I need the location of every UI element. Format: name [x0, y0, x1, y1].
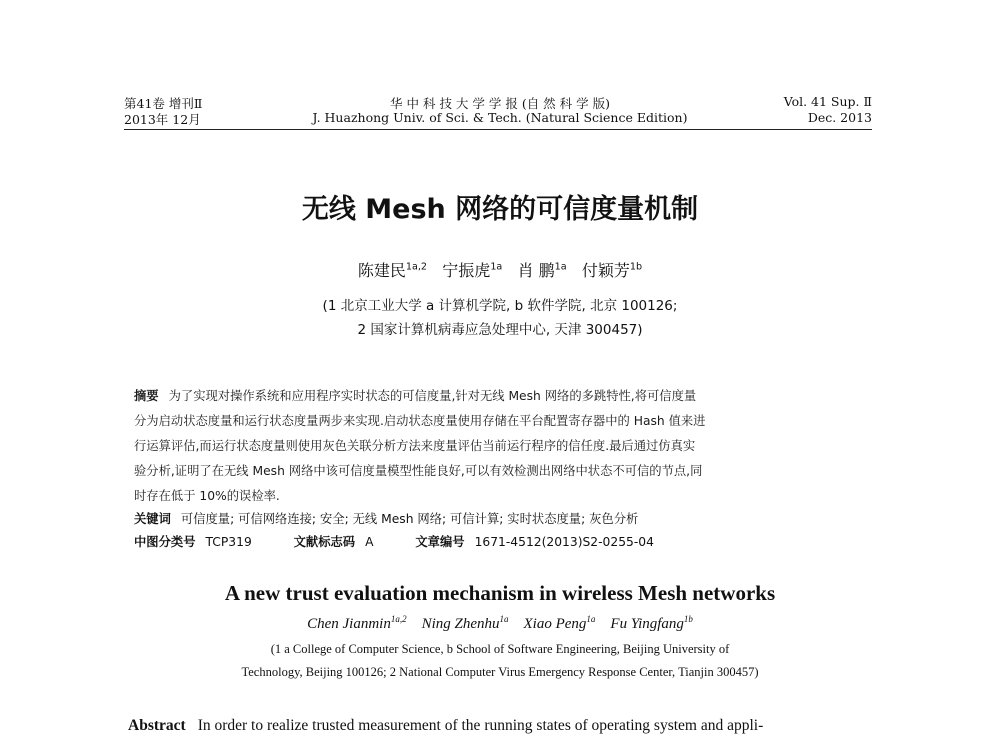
author-affiliation-mark: 1a [490, 261, 503, 273]
author-affiliation-mark: 1b [683, 614, 693, 624]
abstract-line-cn: 时存在低于 10%的误检率. [134, 489, 280, 503]
author-name: 付颖芳 [581, 261, 630, 280]
author-name: 宁振虎 [442, 261, 491, 280]
author-affiliation-mark: 1a [499, 614, 509, 624]
abstract-label-cn: 摘要 [134, 389, 159, 403]
paper-title-en: A new trust evaluation mechanism in wireless Mesh networks [224, 581, 776, 605]
volume-issue: 第41卷 增刊Ⅱ [124, 96, 203, 111]
author-name: 陈建民 [357, 261, 406, 280]
abstract-line-cn: 行运算评估,而运行状态度量则使用灰色关联分析方法来度量评估当前运行程序的信任度.最后通过仿真实 [134, 439, 696, 453]
abstract-line-cn: 分为启动状态度量和运行状态度量两步来实现.启动状态度量使用存储在平台配置寄存器中的 Hash 值来进 [134, 414, 706, 428]
date-en: Dec. 2013 [807, 110, 872, 125]
author-name: 肖 鹏 [517, 261, 555, 280]
journal-name-en: J. Huazhong Univ. of Sci. & Tech. (Natural Science Edition) [312, 110, 688, 125]
volume-en: Vol. 41 Sup. Ⅱ [783, 94, 872, 109]
abstract-text-en: In order to realize trusted measurement of the running states of operating system and appli- [197, 717, 764, 734]
header-rule [124, 129, 872, 130]
author-list-cn [0, 258, 1000, 281]
doc-code-label: 文献标志码 [293, 535, 356, 549]
abstract-line-cn: 验分析,证明了在无线 Mesh 网络中该可信度量模型性能良好,可以有效检测出网络中状态不可信的节点,同 [134, 464, 703, 478]
author-name: Chen Jianmin [307, 616, 391, 632]
publication-date: 2013年 12月 [124, 112, 201, 127]
author-name: Xiao Peng [523, 616, 587, 632]
paper-title-cn: 无线 Mesh 网络的可信度量机制 [301, 194, 699, 225]
author-affiliation-mark: 1a [586, 614, 596, 624]
article-number-label: 文章编号 [415, 535, 465, 549]
author-affiliation-mark: 1a,2 [390, 614, 407, 624]
doc-code: A [365, 535, 374, 549]
abstract-line-cn: 摘要 为了实现对操作系统和应用程序实时状态的可信度量,针对无线 Mesh 网络的多跳特性,将可信度量 [134, 389, 697, 403]
affiliation-line-cn: 2 国家计算机病毒应急处理中心, 天津 300457) [357, 322, 643, 338]
author-affiliation-mark: 1a [554, 261, 567, 273]
author-list-en [0, 614, 1000, 633]
journal-name-cn: 华 中 科 技 大 学 学 报 (自 然 科 学 版) [390, 96, 610, 111]
article-number: 1671-4512(2013)S2-0255-04 [474, 535, 654, 549]
classification-line [134, 532, 654, 550]
keywords-label-cn: 关键词 [134, 512, 171, 526]
clc-number: TCP319 [205, 535, 252, 549]
author-name: Fu Yingfang [610, 616, 684, 632]
affiliation-line-en: Technology, Beijing 100126; 2 National Computer Virus Emergency Response Center, Tianjin 300457) [241, 665, 759, 679]
author-affiliation-mark: 1a,2 [405, 261, 428, 273]
affiliation-line-cn: (1 北京工业大学 a 计算机学院, b 软件学院, 北京 100126; [322, 298, 678, 314]
affiliation-line-en: (1 a College of Computer Science, b School of Software Engineering, Beijing University of [270, 642, 730, 656]
keywords-cn [134, 509, 638, 527]
author-name: Ning Zhenhu [421, 616, 500, 632]
abstract-label-en: Abstract [128, 717, 186, 734]
abstract-line-en [128, 717, 763, 735]
clc-label: 中图分类号 [134, 535, 196, 549]
author-affiliation-mark: 1b [629, 261, 643, 273]
keywords-text-cn: 可信度量; 可信网络连接; 安全; 无线 Mesh 网络; 可信计算; 实时状态度量; 灰色分析 [180, 512, 639, 526]
